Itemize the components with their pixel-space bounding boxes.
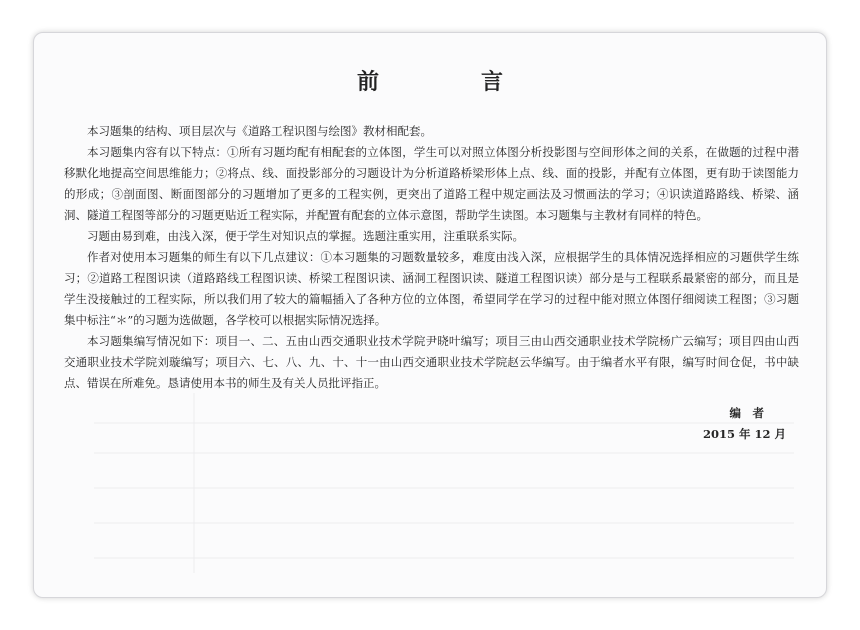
paragraph: 本习题集编写情况如下：项目一、二、五由山西交通职业技术学院尹晓叶编写；项目三由山西交通职业技术学院杨广云编写；项目四由山西交通职业技术学院刘璇编写；项目六、七、八、九、十、十一由山西交通职业技术学院赵云华编写。由于编者水平有限，编写时间仓促，书中缺点、错误在所难免。恳请使用本书的师生及有关人员批评指正。	[64, 334, 799, 390]
show-through-lines	[94, 393, 794, 573]
signature-date: 2015 年 12 月	[702, 427, 786, 441]
preface-body	[64, 121, 799, 394]
paragraph: 本习题集内容有以下特点：①所有习题均配有相配套的立体图，学生可以对照立体图分析投影图与空间形体之间的关系，在做题的过程中潜移默化地提高空间思维能力；②将点、线、面投影部分的习题设计为分析道路桥梁形体上点、线、面的投影，并配有立体图，更有助于读图能力的形成；③剖面图、断面图部分的习题增加了更多的工程实例，更突出了道路工程中规定画法及习惯画法的学习；④识读道路路线、桥梁、涵洞、隧道工程图等部分的习题更贴近工程实际，并配置有配套的立体示意图，帮助学生读图。本习题集与主教材有同样的特色。	[64, 145, 799, 222]
paragraph: 作者对使用本习题集的师生有以下几点建议：①本习题集的习题数量较多，难度由浅入深，应根据学生的具体情况选择相应的习题供学生练习；②道路工程图识读（道路路线工程图识读、桥梁工程图识读、涵洞工程图识读、隧道工程图识读）部分是与工程联系最紧密的部分，而且是学生没接触过的工程实际，所以我们用了较大的篇幅插入了各种方位的立体图，希望同学在学习的过程中能对照立体图仔细阅读工程图；③习题集中标注“＊”的习题为选做题，各学校可以根据实际情况选择。	[64, 250, 799, 327]
signature-block	[703, 403, 786, 445]
signature-author: 编 者	[729, 406, 764, 420]
paragraph: 习题由易到难，由浅入深，便于学生对知识点的掌握。选题注重实用，注重联系实际。	[87, 229, 524, 243]
document-page	[33, 32, 827, 598]
paragraph: 本习题集的结构、项目层次与《道路工程识图与绘图》教材相配套。	[87, 124, 432, 138]
page-title: 前 言	[356, 69, 543, 95]
